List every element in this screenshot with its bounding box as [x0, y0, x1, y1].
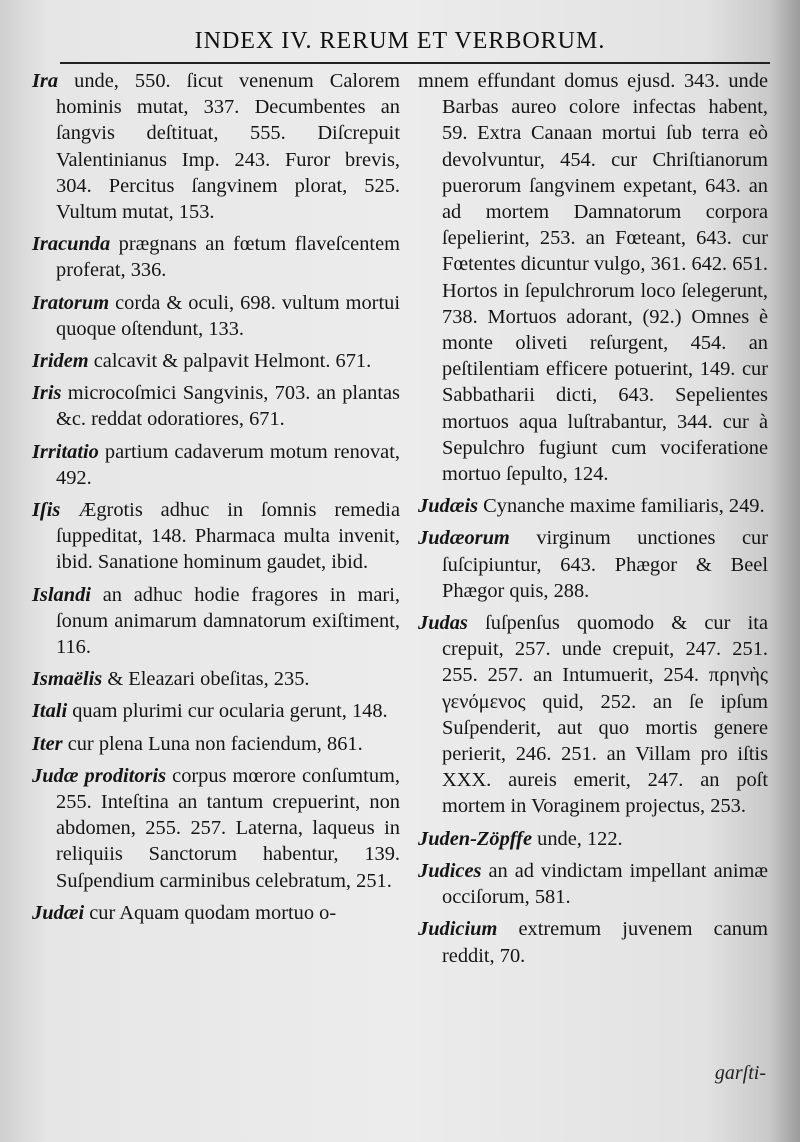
entry-text: an adhuc hodie fragores in mari, ſonum animarum damnatorum exiſtiment, 116. — [56, 583, 400, 659]
index-entry — [418, 826, 768, 852]
index-entry — [32, 439, 400, 491]
entry-text: mnem effundant domus ejusd. 343. unde Barbas aureo colore infectas habent, 59. Extra Canaan mortui ſub terra eò devolvuntur, 454. cur Chriſtianorum puerorum ſangvinem expetant, 643. an ad mortem Damnatorum corpora ſepelierint, 253. an Fœteant, 643. cur Fœtentes dicuntur vulgo, 361. 642. 651. Hortos in ſepulchrorum loco ſelegerunt, 738. Mortuos adorant, (92.) Omnes è monte oliveti reſurgent, 454. an peſtilentiam efficere potuerint, 149. cur Sabbatharii dicti, 643. Sepelientes mortuos aqua luſtrabantur, 344. cur à Sepulchro fugiunt cum vociferatione mortuo ſepulto, 124. — [418, 70, 768, 486]
entry-headword: Iris — [32, 382, 62, 405]
entry-text: & Eleazari obeſitas, 235. — [102, 668, 310, 691]
index-entry — [32, 497, 400, 576]
entry-text: unde, 550. ſicut venenum Calorem hominis mutat, 337. Decumbentes an ſangvis deſtituat, 555. Diſcrepuit Valentinianus Imp. 243. Furor brevis, 304. Percitus ſangvinem plorat, 525. Vultum mutat, 153. — [56, 70, 400, 224]
entry-text: Cynanche maxime familiaris, 249. — [478, 495, 765, 518]
entry-text: extremum juvenem canum reddit, 70. — [442, 918, 768, 967]
entry-text: quam plurimi cur ocularia gerunt, 148. — [67, 700, 388, 723]
page-edge-shadow — [770, 0, 800, 1142]
entry-text: Ægrotis adhuc in ſomnis remedia ſuppeditat, 148. Pharmaca multa invenit, ibid. Sanatione hominum gaudet, ibid. — [56, 499, 400, 574]
entry-headword: Itali — [32, 700, 68, 723]
entry-headword: Irritatio — [32, 440, 99, 463]
index-entry — [32, 68, 400, 225]
entry-text: corda & oculi, 698. vultum mortui quoque oſtendunt, 133. — [56, 291, 400, 340]
entry-headword: Judæorum — [418, 527, 510, 550]
entry-text: microcoſmici Sangvinis, 703. an plantas &c. reddat odoratiores, 671. — [56, 382, 400, 431]
entry-text: virginum unctiones cur ſuſcipiuntur, 643. Phægor & Beel Phægor quis, 288. — [442, 527, 768, 602]
entry-text: partium cadaverum motum renovat, 492. — [56, 440, 400, 489]
index-entry — [32, 731, 400, 757]
entry-headword: Judas — [418, 612, 468, 635]
index-entry — [418, 610, 768, 820]
index-entry — [418, 525, 768, 604]
entry-headword: Iratorum — [32, 291, 110, 314]
entry-headword: Ira — [32, 70, 59, 92]
index-entry — [32, 698, 400, 724]
entry-headword: Juden-Zöpffe — [418, 827, 533, 850]
index-entry — [418, 858, 768, 910]
entry-headword: Iridem — [32, 350, 89, 373]
right-column — [418, 68, 768, 975]
index-entry — [32, 763, 400, 894]
entry-headword: Iracunda — [32, 233, 111, 256]
entry-headword: Judicium — [418, 918, 498, 941]
index-entry — [32, 348, 400, 374]
index-entry — [32, 231, 400, 283]
entry-text: unde, 122. — [532, 827, 623, 850]
index-entry — [32, 582, 400, 661]
entry-text: corpus mœrore conſumtum, 255. Inteſtina an tantum crepuerint, non abdomen, 255. 257. Laterna, laqueus in reliquiis Sanctorum habentur, 139. Suſpendium carminibus celebratum, 251. — [56, 764, 400, 892]
running-head: INDEX IV. RERUM ET VERBORUM. — [194, 28, 606, 54]
entry-text: cur Aquam quodam mortuo o- — [84, 901, 337, 924]
entry-text: cur plena Luna non faciendum, 861. — [62, 732, 363, 755]
index-entry — [418, 916, 768, 968]
entry-headword: Ismaëlis — [32, 668, 103, 691]
entry-headword: Judæis — [418, 495, 479, 518]
entry-text: calcavit & palpavit Helmont. 671. — [88, 350, 372, 373]
catchword: garſti- — [714, 1062, 766, 1084]
index-entry — [32, 900, 400, 926]
entry-headword: Iſis — [32, 499, 61, 522]
index-entry — [32, 290, 400, 342]
index-entry — [418, 493, 768, 519]
index-entry — [32, 666, 400, 692]
entry-text: ſuſpenſus quomodo & cur ita crepuit, 257. unde crepuit, 247. 251. 255. 257. an Intumuerit, 254. πρηνὴς γενόμενος quid, 252. an ſe ipſum Suſpenderit, aut quo mortis genere perierit, 246. 251. an Villam pro iſtis XXX. aureis emerit, 247. an poſt mortem in Voraginem projectus, 253. — [442, 612, 768, 818]
left-column — [32, 68, 400, 932]
entry-headword: Judæi — [32, 901, 85, 924]
entry-text: an ad vindictam impellant animæ occiſorum, 581. — [442, 859, 768, 909]
entry-headword: Islandi — [32, 583, 91, 606]
entry-headword: Iter — [32, 732, 63, 755]
entry-headword: Judæ proditoris — [32, 764, 167, 787]
entry-headword: Judices — [418, 859, 482, 882]
index-entry-continued — [418, 68, 768, 487]
entry-text: prægnans an fœtum flaveſcentem proferat, 336. — [56, 233, 400, 282]
header-rule — [60, 62, 770, 64]
index-entry — [32, 380, 400, 432]
